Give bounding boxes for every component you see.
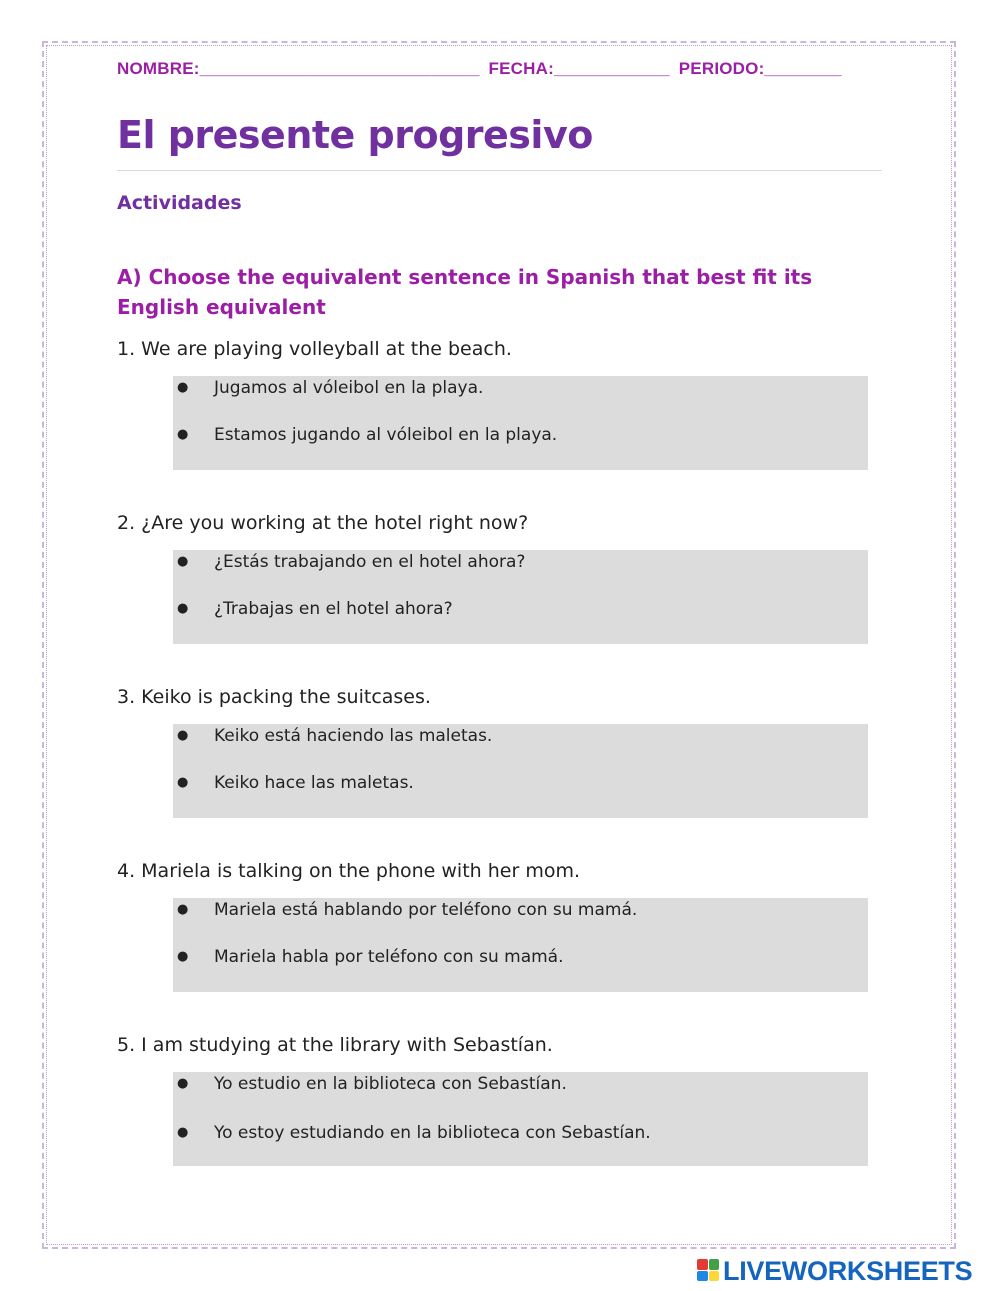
question-4-options: [173, 898, 868, 992]
page-border-inner: [46, 45, 952, 1245]
bullet-icon: ●: [177, 949, 189, 964]
option-text: Keiko hace las maletas.: [214, 773, 414, 793]
option-text: Yo estoy estudiando en la biblioteca con Sebastían.: [214, 1123, 651, 1143]
question-3-prompt: 3. Keiko is packing the suitcases.: [117, 686, 431, 708]
question-1-prompt: 1. We are playing volleyball at the beach.: [117, 338, 512, 360]
option-text: Mariela está hablando por teléfono con su mamá.: [214, 900, 638, 920]
option-text: Mariela habla por teléfono con su mamá.: [214, 947, 564, 967]
bullet-icon: ●: [177, 1076, 189, 1091]
bullet-icon: ●: [177, 554, 189, 569]
bullet-icon: ●: [177, 902, 189, 917]
bullet-icon: ●: [177, 728, 189, 743]
bullet-icon: ●: [177, 1125, 189, 1140]
question-4-prompt: 4. Mariela is talking on the phone with her mom.: [117, 860, 580, 882]
activity-instruction: A) Choose the equivalent sentence in Spanish that best fit its English equivalent: [117, 265, 813, 319]
option-text: Keiko está haciendo las maletas.: [214, 726, 493, 746]
question-2-options: [173, 550, 868, 644]
question-5-prompt: 5. I am studying at the library with Sebastían.: [117, 1034, 553, 1056]
question-2-prompt: 2. ¿Are you working at the hotel right now?: [117, 512, 529, 534]
periodo-field: PERIODO:________: [678, 59, 842, 78]
question-3-options: [173, 724, 868, 818]
question-5-options: [173, 1072, 868, 1166]
bullet-icon: ●: [177, 601, 189, 616]
option-text: Yo estudio en la biblioteca con Sebastían.: [214, 1074, 567, 1094]
option-text: ¿Trabajas en el hotel ahora?: [214, 599, 453, 619]
title-divider: [117, 170, 882, 171]
nombre-field: NOMBRE:_____________________________: [117, 59, 480, 78]
section-heading: Actividades: [117, 192, 242, 214]
brand-name: LIVEWORKSHEETS: [723, 1256, 973, 1286]
liveworksheets-logo-icon: [697, 1259, 719, 1281]
bullet-icon: ●: [177, 775, 189, 790]
option-text: Estamos jugando al vóleibol en la playa.: [214, 425, 558, 445]
student-info-header: [117, 59, 846, 79]
option-text: ¿Estás trabajando en el hotel ahora?: [214, 552, 526, 572]
bullet-icon: ●: [177, 380, 189, 395]
bullet-icon: ●: [177, 427, 189, 442]
fecha-field: FECHA:____________: [488, 59, 670, 78]
option-text: Jugamos al vóleibol en la playa.: [214, 378, 484, 398]
page-title: El presente progresivo: [117, 113, 593, 157]
question-1-options: [173, 376, 868, 470]
